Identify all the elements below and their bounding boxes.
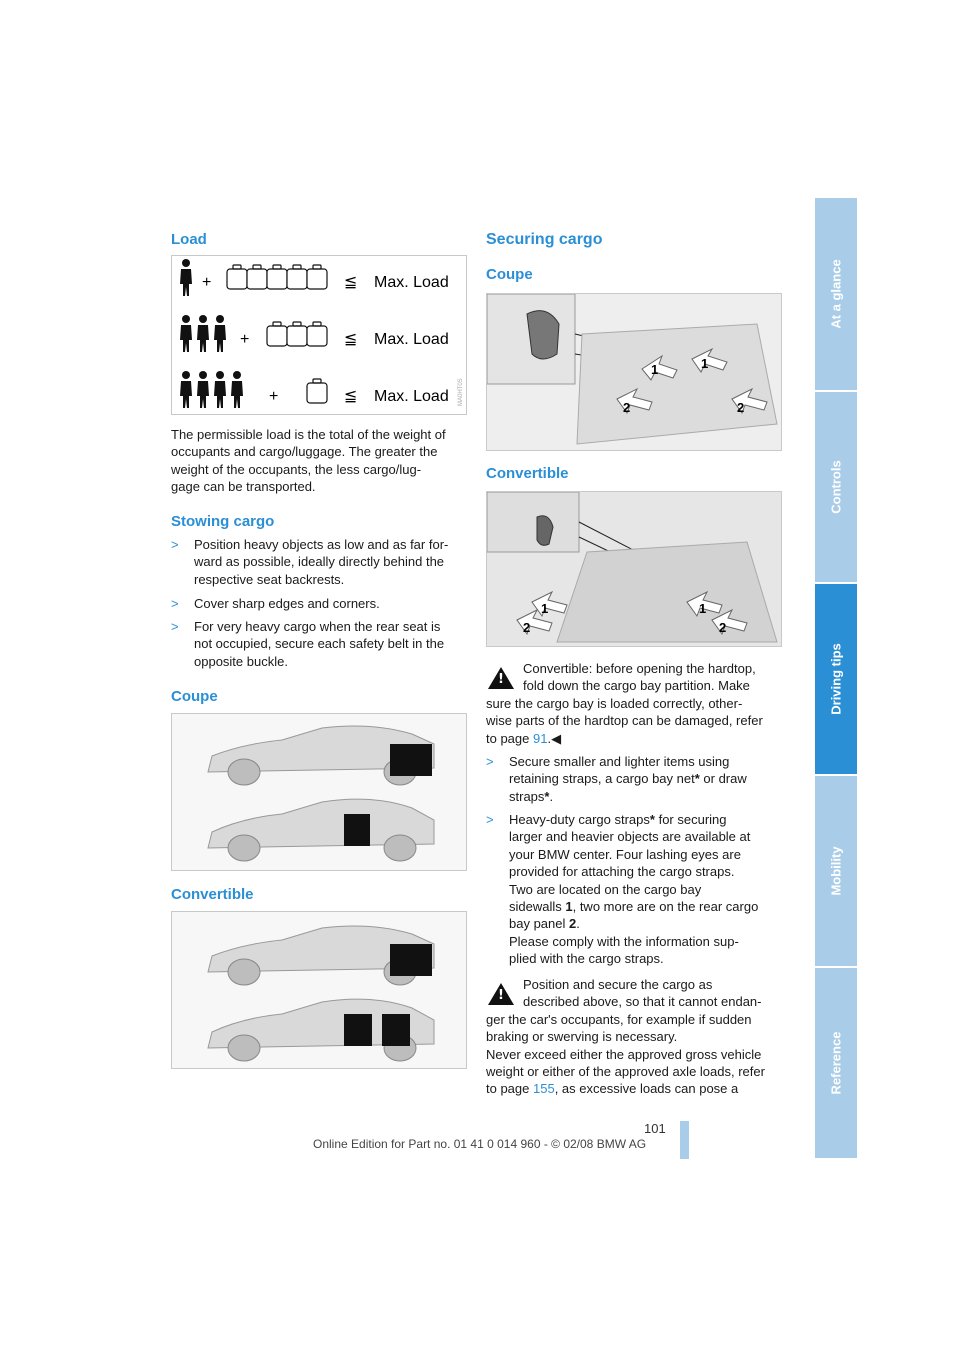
tab-label: Driving tips bbox=[828, 643, 844, 715]
callout-2: 2 bbox=[719, 620, 727, 635]
tab-driving-tips[interactable] bbox=[815, 584, 857, 776]
text-line bbox=[509, 770, 747, 787]
tab-mobility[interactable] bbox=[815, 776, 857, 968]
bullet-text bbox=[194, 595, 380, 612]
text-fragment: . bbox=[549, 788, 554, 804]
page-number: 101 bbox=[644, 1121, 666, 1136]
text-line bbox=[486, 730, 786, 747]
text-line: ward as possible, ideally directly behind the bbox=[194, 554, 445, 570]
bullet-text bbox=[509, 811, 758, 968]
page-155-link[interactable]: 155 bbox=[533, 1081, 555, 1097]
text-line: fold down the cargo bay partition. Make bbox=[523, 678, 750, 694]
text-line: gage can be transported. bbox=[171, 479, 316, 495]
text-line: Two are located on the cargo bay bbox=[509, 881, 702, 897]
tab-reference[interactable] bbox=[815, 968, 857, 1160]
page-91-link[interactable]: 91 bbox=[533, 730, 548, 746]
bullet-marker: > bbox=[486, 812, 494, 827]
load-diagram bbox=[172, 256, 466, 414]
tab-label: Mobility bbox=[828, 846, 844, 896]
text-fragment: . bbox=[576, 916, 580, 932]
coupe-cargo-bay-illustration bbox=[487, 294, 781, 450]
person-icon bbox=[197, 315, 209, 352]
text-line: not occupied, secure each safety belt in the bbox=[194, 636, 445, 652]
text-fragment: straps bbox=[509, 788, 545, 804]
securing-bullet bbox=[486, 811, 786, 971]
text-line: Never exceed either the approved gross vehicle bbox=[486, 1046, 762, 1062]
text-line: Please comply with the information sup- bbox=[509, 933, 739, 949]
convertible-cargo-bay-illustration bbox=[487, 492, 781, 646]
luggage-icon bbox=[287, 322, 307, 346]
ref-number: 2 bbox=[569, 916, 577, 932]
footer-tab-marker bbox=[680, 1121, 689, 1159]
plus-sign: + bbox=[269, 388, 279, 405]
text-fragment: retaining straps, a cargo bay net bbox=[509, 771, 695, 787]
figure-code: MA0HT0S bbox=[458, 378, 464, 406]
less-equal-sign: ≦ bbox=[344, 386, 358, 405]
bullet-marker: > bbox=[171, 537, 179, 552]
callout-2: 2 bbox=[623, 400, 631, 415]
text-line: Convertible: before opening the hardtop, bbox=[523, 661, 756, 676]
text-line: larger and heavier objects are available at bbox=[509, 829, 751, 845]
text-line: Position and secure the cargo as bbox=[523, 977, 713, 992]
bullet-text bbox=[509, 753, 747, 805]
text-line: provided for attaching the cargo straps. bbox=[509, 864, 735, 880]
text-line: opposite buckle. bbox=[194, 653, 288, 669]
text-line: Secure smaller and lighter items using bbox=[509, 754, 730, 769]
coupe-load-figure bbox=[171, 713, 467, 871]
person-icon bbox=[197, 371, 209, 408]
max-load-label: Max. Load bbox=[374, 331, 449, 348]
person-icon bbox=[180, 371, 192, 408]
callout-2: 2 bbox=[523, 620, 531, 635]
max-load-label: Max. Load bbox=[374, 274, 449, 291]
bullet-marker: > bbox=[486, 754, 494, 769]
car-illustration bbox=[208, 999, 434, 1061]
text-line: weight of the occupants, the less cargo/lug- bbox=[171, 461, 422, 477]
bullet-marker: > bbox=[171, 596, 179, 611]
text-fragment: or draw bbox=[699, 771, 747, 787]
plus-sign: + bbox=[240, 331, 250, 348]
less-equal-sign: ≦ bbox=[344, 329, 358, 348]
text-line: sure the cargo bay is loaded correctly, other- bbox=[486, 695, 743, 711]
stowing-bullet bbox=[171, 618, 471, 672]
text-line: occupants and cargo/luggage. The greater the bbox=[171, 444, 438, 460]
car-illustration bbox=[208, 926, 434, 985]
luggage-icon bbox=[287, 265, 307, 289]
coupe-cars-illustration bbox=[172, 714, 466, 870]
text-line: plied with the cargo straps. bbox=[509, 951, 664, 967]
stowing-bullet bbox=[171, 536, 471, 590]
text-line: respective seat backrests. bbox=[194, 571, 345, 587]
text-fragment: sidewalls bbox=[509, 899, 566, 915]
less-equal-sign: ≦ bbox=[344, 272, 358, 291]
text-fragment: to page bbox=[486, 730, 533, 746]
car-illustration bbox=[208, 726, 434, 785]
luggage-icon bbox=[307, 322, 327, 346]
text-line: For very heavy cargo when the rear seat is bbox=[194, 619, 441, 634]
text-line bbox=[509, 915, 758, 932]
coupe-heading: Coupe bbox=[171, 688, 218, 705]
person-icon bbox=[214, 371, 226, 408]
person-icon bbox=[180, 315, 192, 352]
text-line: your BMW center. Four lashing eyes are bbox=[509, 846, 741, 862]
car-illustration bbox=[208, 799, 434, 861]
text-line: wise parts of the hardtop can be damaged, refer bbox=[486, 713, 763, 729]
text-fragment: , as excessive loads can pose a bbox=[554, 1081, 739, 1097]
convertible-load-figure bbox=[171, 911, 467, 1069]
tab-label: Reference bbox=[828, 1031, 844, 1095]
callout-1: 1 bbox=[701, 356, 709, 371]
callout-1: 1 bbox=[699, 601, 707, 616]
text-line: weight or either of the approved axle loads, refer bbox=[486, 1064, 765, 1080]
person-icon bbox=[231, 371, 243, 408]
text-line bbox=[509, 811, 758, 828]
tab-label: At a glance bbox=[828, 259, 844, 329]
stowing-cargo-heading: Stowing cargo bbox=[171, 513, 275, 530]
optional-equipment-star: * bbox=[649, 812, 655, 827]
convertible-heading-right: Convertible bbox=[486, 465, 569, 482]
person-icon bbox=[180, 259, 192, 296]
text-fragment: bay panel bbox=[509, 916, 569, 932]
text-line: ger the car's occupants, for example if sudden bbox=[486, 1011, 752, 1027]
coupe-cargo-bay-figure bbox=[486, 293, 782, 451]
callout-2: 2 bbox=[737, 400, 745, 415]
text-line bbox=[509, 898, 758, 915]
callout-1: 1 bbox=[651, 362, 659, 377]
text-line: The permissible load is the total of the weight of bbox=[171, 427, 446, 442]
load-figure bbox=[171, 255, 467, 415]
luggage-icon bbox=[247, 265, 267, 289]
text-line: Position heavy objects as low and as far for- bbox=[194, 537, 449, 552]
max-load-label: Max. Load bbox=[374, 388, 449, 405]
convertible-heading: Convertible bbox=[171, 886, 254, 903]
luggage-icon bbox=[227, 265, 247, 289]
optional-equipment-star: * bbox=[544, 788, 550, 804]
tab-at-a-glance[interactable] bbox=[815, 198, 857, 392]
optional-equipment-star: * bbox=[694, 771, 700, 787]
bullet-text bbox=[194, 618, 444, 670]
person-icon bbox=[214, 315, 226, 352]
text-line: braking or swerving is necessary. bbox=[486, 1029, 678, 1045]
text-fragment: , two more are on the rear cargo bbox=[572, 899, 759, 915]
warning-note-hardtop bbox=[486, 660, 786, 747]
callout-1: 1 bbox=[541, 601, 549, 616]
text-fragment: for securing bbox=[654, 812, 727, 827]
luggage-icon bbox=[267, 322, 287, 346]
ref-number: 1 bbox=[565, 899, 573, 915]
text-fragment: .◀ bbox=[547, 730, 562, 746]
coupe-heading-right: Coupe bbox=[486, 266, 533, 283]
text-line: Cover sharp edges and corners. bbox=[194, 596, 380, 611]
text-line bbox=[509, 788, 747, 805]
luggage-icon bbox=[307, 265, 327, 289]
text-fragment: Heavy-duty cargo straps bbox=[509, 812, 650, 827]
convertible-cars-illustration bbox=[172, 912, 466, 1068]
plus-sign: + bbox=[202, 274, 212, 291]
bullet-text bbox=[194, 536, 448, 588]
text-line bbox=[486, 1080, 786, 1097]
text-line: described above, so that it cannot endan- bbox=[523, 994, 762, 1010]
convertible-cargo-bay-figure bbox=[486, 491, 782, 647]
load-heading: Load bbox=[171, 231, 207, 248]
warning-note-position-cargo bbox=[486, 976, 786, 1098]
securing-cargo-heading: Securing cargo bbox=[486, 231, 603, 248]
luggage-icon bbox=[267, 265, 287, 289]
text-fragment: to page bbox=[486, 1081, 533, 1097]
securing-bullet bbox=[486, 753, 786, 807]
load-paragraph bbox=[171, 426, 446, 496]
tab-controls[interactable] bbox=[815, 392, 857, 584]
stowing-bullet bbox=[171, 595, 471, 613]
tab-label: Controls bbox=[828, 460, 844, 514]
luggage-icon bbox=[307, 379, 327, 403]
bullet-marker: > bbox=[171, 619, 179, 634]
edition-footer: Online Edition for Part no. 01 41 0 014 960 - © 02/08 BMW AG bbox=[313, 1137, 647, 1151]
